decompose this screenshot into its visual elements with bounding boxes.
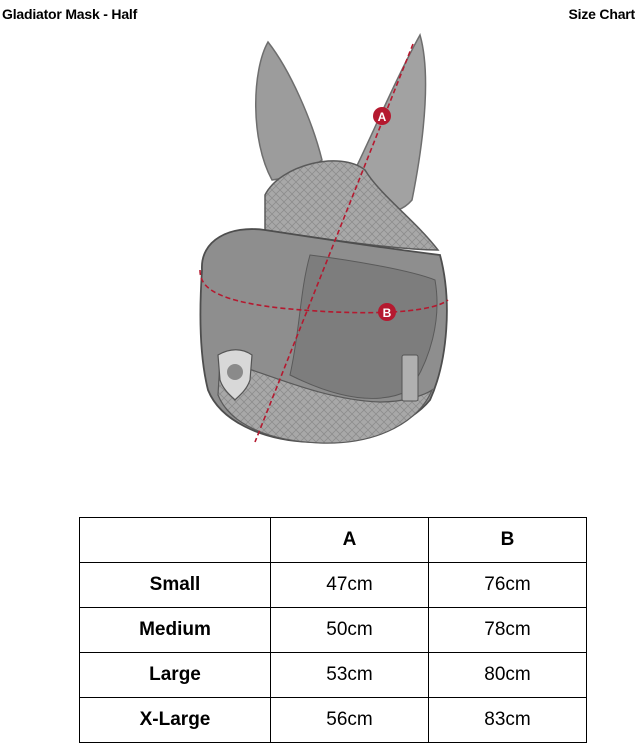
- column-header-a: A: [271, 518, 429, 563]
- measure-b-value: 80cm: [429, 653, 587, 698]
- measure-a-value: 47cm: [271, 563, 429, 608]
- measure-a-marker: [373, 107, 391, 125]
- size-table: [79, 517, 587, 743]
- page-title: Gladiator Mask - Half: [2, 6, 138, 22]
- fly-mask-illustration: [180, 30, 460, 450]
- table-row: [80, 563, 587, 608]
- measure-a-label: A: [377, 110, 387, 124]
- measure-b-label: B: [382, 306, 392, 320]
- measure-b-value: 78cm: [429, 608, 587, 653]
- column-header-b: B: [429, 518, 587, 563]
- measure-a-value: 53cm: [271, 653, 429, 698]
- table-corner-cell: [80, 518, 271, 563]
- measure-b-marker: [378, 303, 396, 321]
- strap-tab: [402, 355, 418, 401]
- left-ear-shape: [256, 42, 322, 180]
- size-label: X-Large: [80, 698, 271, 743]
- table-row: [80, 608, 587, 653]
- table-header-row: [80, 518, 587, 563]
- table-row: [80, 698, 587, 743]
- measure-b-value: 83cm: [429, 698, 587, 743]
- size-label: Medium: [80, 608, 271, 653]
- measure-b-value: 76cm: [429, 563, 587, 608]
- size-label: Small: [80, 563, 271, 608]
- measure-a-value: 56cm: [271, 698, 429, 743]
- size-label: Large: [80, 653, 271, 698]
- size-chart-label: Size Chart: [568, 6, 635, 22]
- measure-a-value: 50cm: [271, 608, 429, 653]
- table-row: [80, 653, 587, 698]
